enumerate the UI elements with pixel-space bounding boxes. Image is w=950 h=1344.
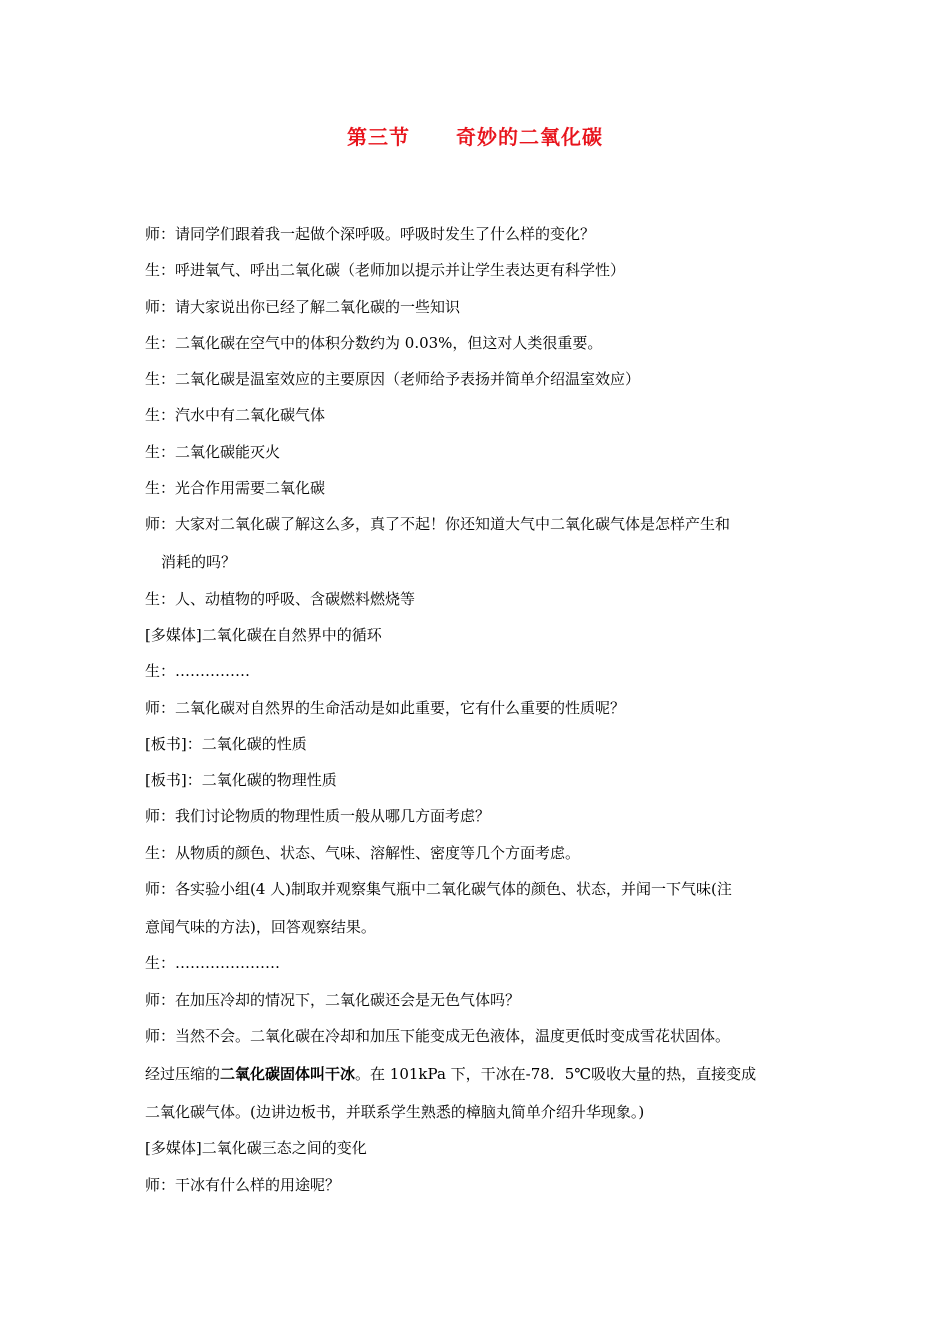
paragraph-line: 生：二氧化碳在空气中的体积分数约为 0.03%，但这对人类很重要。 [145,333,603,352]
paragraph-line: 生：呼进氧气、呼出二氧化碳（老师加以提示并让学生表达更有科学性） [145,261,626,280]
paragraph-line: 生：人、动植物的呼吸、含碳燃料燃烧等 [145,589,416,608]
paragraph-line: 生：汽水中有二氧化碳气体 [145,406,326,425]
paragraph-line: 师：请同学们跟着我一起做个深呼吸。呼吸时发生了什么样的变化？ [145,225,596,243]
paragraph-line: 师：干冰有什么样的用途呢？ [145,1175,341,1194]
paragraph-line: 师：请大家说出你已经了解二氧化碳的一些知识 [145,297,461,316]
page-title [0,121,950,150]
paragraph-line: [板书]：二氧化碳的性质 [145,734,307,753]
dry-ice-before: 经过压缩的 [145,1064,221,1083]
dry-ice-definition: 二氧化碳固体叫干冰 [220,1064,356,1083]
paragraph-line: 生：…………… [145,662,251,681]
dry-ice-line [145,1064,813,1084]
paragraph-line: 师：各实验小组(4 人)制取并观察集气瓶中二氧化碳气体的颜色、状态，并闻一下气味(注 [145,880,732,899]
paragraph-line: 生：光合作用需要二氧化碳 [145,479,326,498]
paragraph-line: [板书]：二氧化碳的物理性质 [145,771,337,790]
paragraph-line: 师：在加压冷却的情况下，二氧化碳还会是无色气体吗？ [145,990,521,1009]
paragraph-line: 师：大家对二氧化碳了解这么多，真了不起！你还知道大气中二氧化碳气体是怎样产生和 [145,515,731,534]
paragraph-line: 生：二氧化碳能灭火 [145,442,281,461]
paragraph-line: 师：二氧化碳对自然界的生命活动是如此重要，它有什么重要的性质呢？ [145,698,626,717]
document-body [145,224,813,1211]
paragraph-line: 生：………………… [145,954,281,973]
paragraph-line-continued: 意闻气味的方法)，回答观察结果。 [145,918,376,937]
paragraph-line: [多媒体]二氧化碳三态之间的变化 [145,1139,367,1158]
title-topic: 奇妙的二氧化碳 [456,125,603,149]
dry-ice-after: 。在 101kPa 下，干冰在-78．5℃吸收大量的热，直接变成 [355,1064,757,1083]
paragraph-line: 师：我们讨论物质的物理性质一般从哪几方面考虑？ [145,807,491,826]
paragraph-line: [多媒体]二氧化碳在自然界中的循环 [145,625,382,644]
paragraph-line: 师：当然不会。二氧化碳在冷却和加压下能变成无色液体，温度更低时变成雪花状固体。 [145,1026,731,1045]
paragraph-line-continued: 二氧化碳气体。(边讲边板书，并联系学生熟悉的樟脑丸简单介绍升华现象。) [145,1102,645,1121]
paragraph-line-continued: 消耗的吗？ [161,553,237,572]
title-section: 第三节 [347,125,410,149]
paragraph-line: 生：从物质的颜色、状态、气味、溶解性、密度等几个方面考虑。 [145,843,581,862]
paragraph-line: 生：二氧化碳是温室效应的主要原因（老师给予表扬并简单介绍温室效应） [145,370,641,389]
